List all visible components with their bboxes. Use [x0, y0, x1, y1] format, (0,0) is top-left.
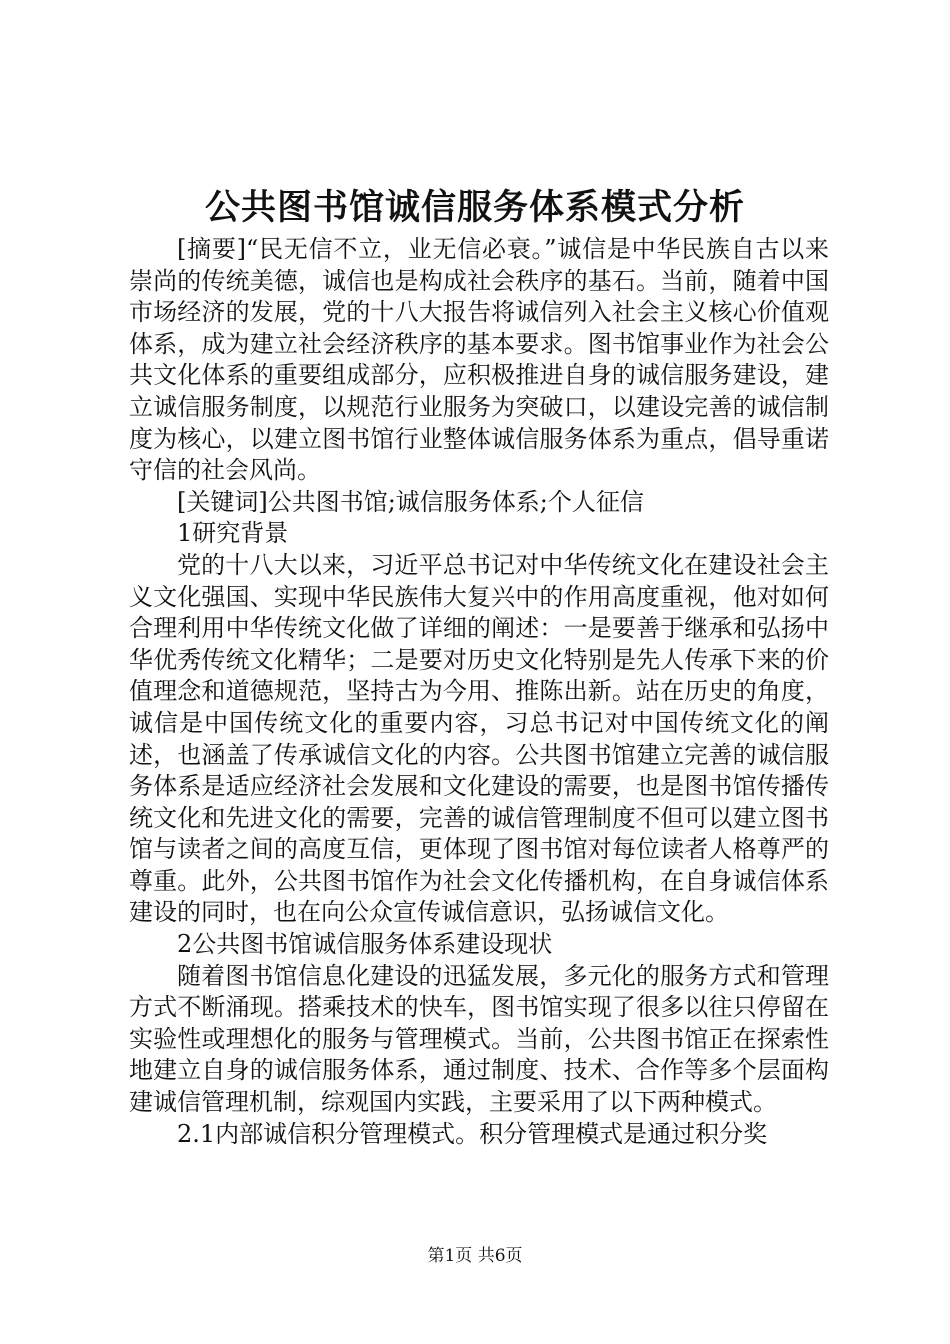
subsection-paragraph: 2.1内部诚信积分管理模式。积分管理模式是通过积分奖: [177, 1119, 768, 1148]
document-title: 公共图书馆诚信服务体系模式分析: [204, 187, 745, 228]
section-heading-2: 2公共图书馆诚信服务体系建设现状: [177, 930, 553, 959]
abstract-paragraph: [摘要]“民无信不立，业无信必衰。”诚信是中华民族自古以来崇尚的传统美德，诚信也是构成社会秩序的基石。当前，随着中国市场经济的发展，党的十八大报告将诚信列入社会主义核心价值观体系，成为建立社会经济秩序的基本要求。图书馆事业作为社会公共文化体系的重要组成部分，应积极推进自身的诚信服务建设，建立诚信服务制度，以规范行业服务为突破口，以建设完善的诚信制度为核心，以建立图书馆行业整体诚信服务体系为重点，倡导重诺守信的社会风尚。: [129, 235, 829, 485]
keywords-paragraph: [关键词]公共图书馆;诚信服务体系;个人征信: [177, 487, 644, 516]
section-heading-1: 1研究背景: [177, 519, 289, 548]
page-footer: 第1页 共6页: [427, 1246, 523, 1266]
body-paragraph: 随着图书馆信息化建设的迅猛发展，多元化的服务方式和管理方式不断涌现。搭乘技术的快车，图书馆实现了很多以往只停留在实验性或理想化的服务与管理模式。当前，公共图书馆正在探索性地建立自身的诚信服务体系，通过制度、技术、合作等多个层面构建诚信管理机制，综观国内实践，主要采用了以下两种模式。: [129, 961, 829, 1117]
document-body: [129, 234, 829, 1150]
body-paragraph: 党的十八大以来，习近平总书记对中华传统文化在建设社会主义文化强国、实现中华民族伟大复兴中的作用高度重视，他对如何合理利用中华传统文化做了详细的阐述：一是要善于继承和弘扬中华优秀传统文化精华；二是要对历史文化特别是先人传承下来的价值理念和道德规范，坚持古为今用、推陈出新。站在历史的角度，诚信是中国传统文化的重要内容，习总书记对中国传统文化的阐述，也涵盖了传承诚信文化的内容。公共图书馆建立完善的诚信服务体系是适应经济社会发展和文化建设的需要，也是图书馆传播传统文化和先进文化的需要，完善的诚信管理制度不但可以建立图书馆与读者之间的高度互信，更体现了图书馆对每位读者人格尊严的尊重。此外，公共图书馆作为社会文化传播机构，在自身诚信体系建设的同时，也在向公众宣传诚信意识，弘扬诚信文化。: [129, 550, 829, 927]
